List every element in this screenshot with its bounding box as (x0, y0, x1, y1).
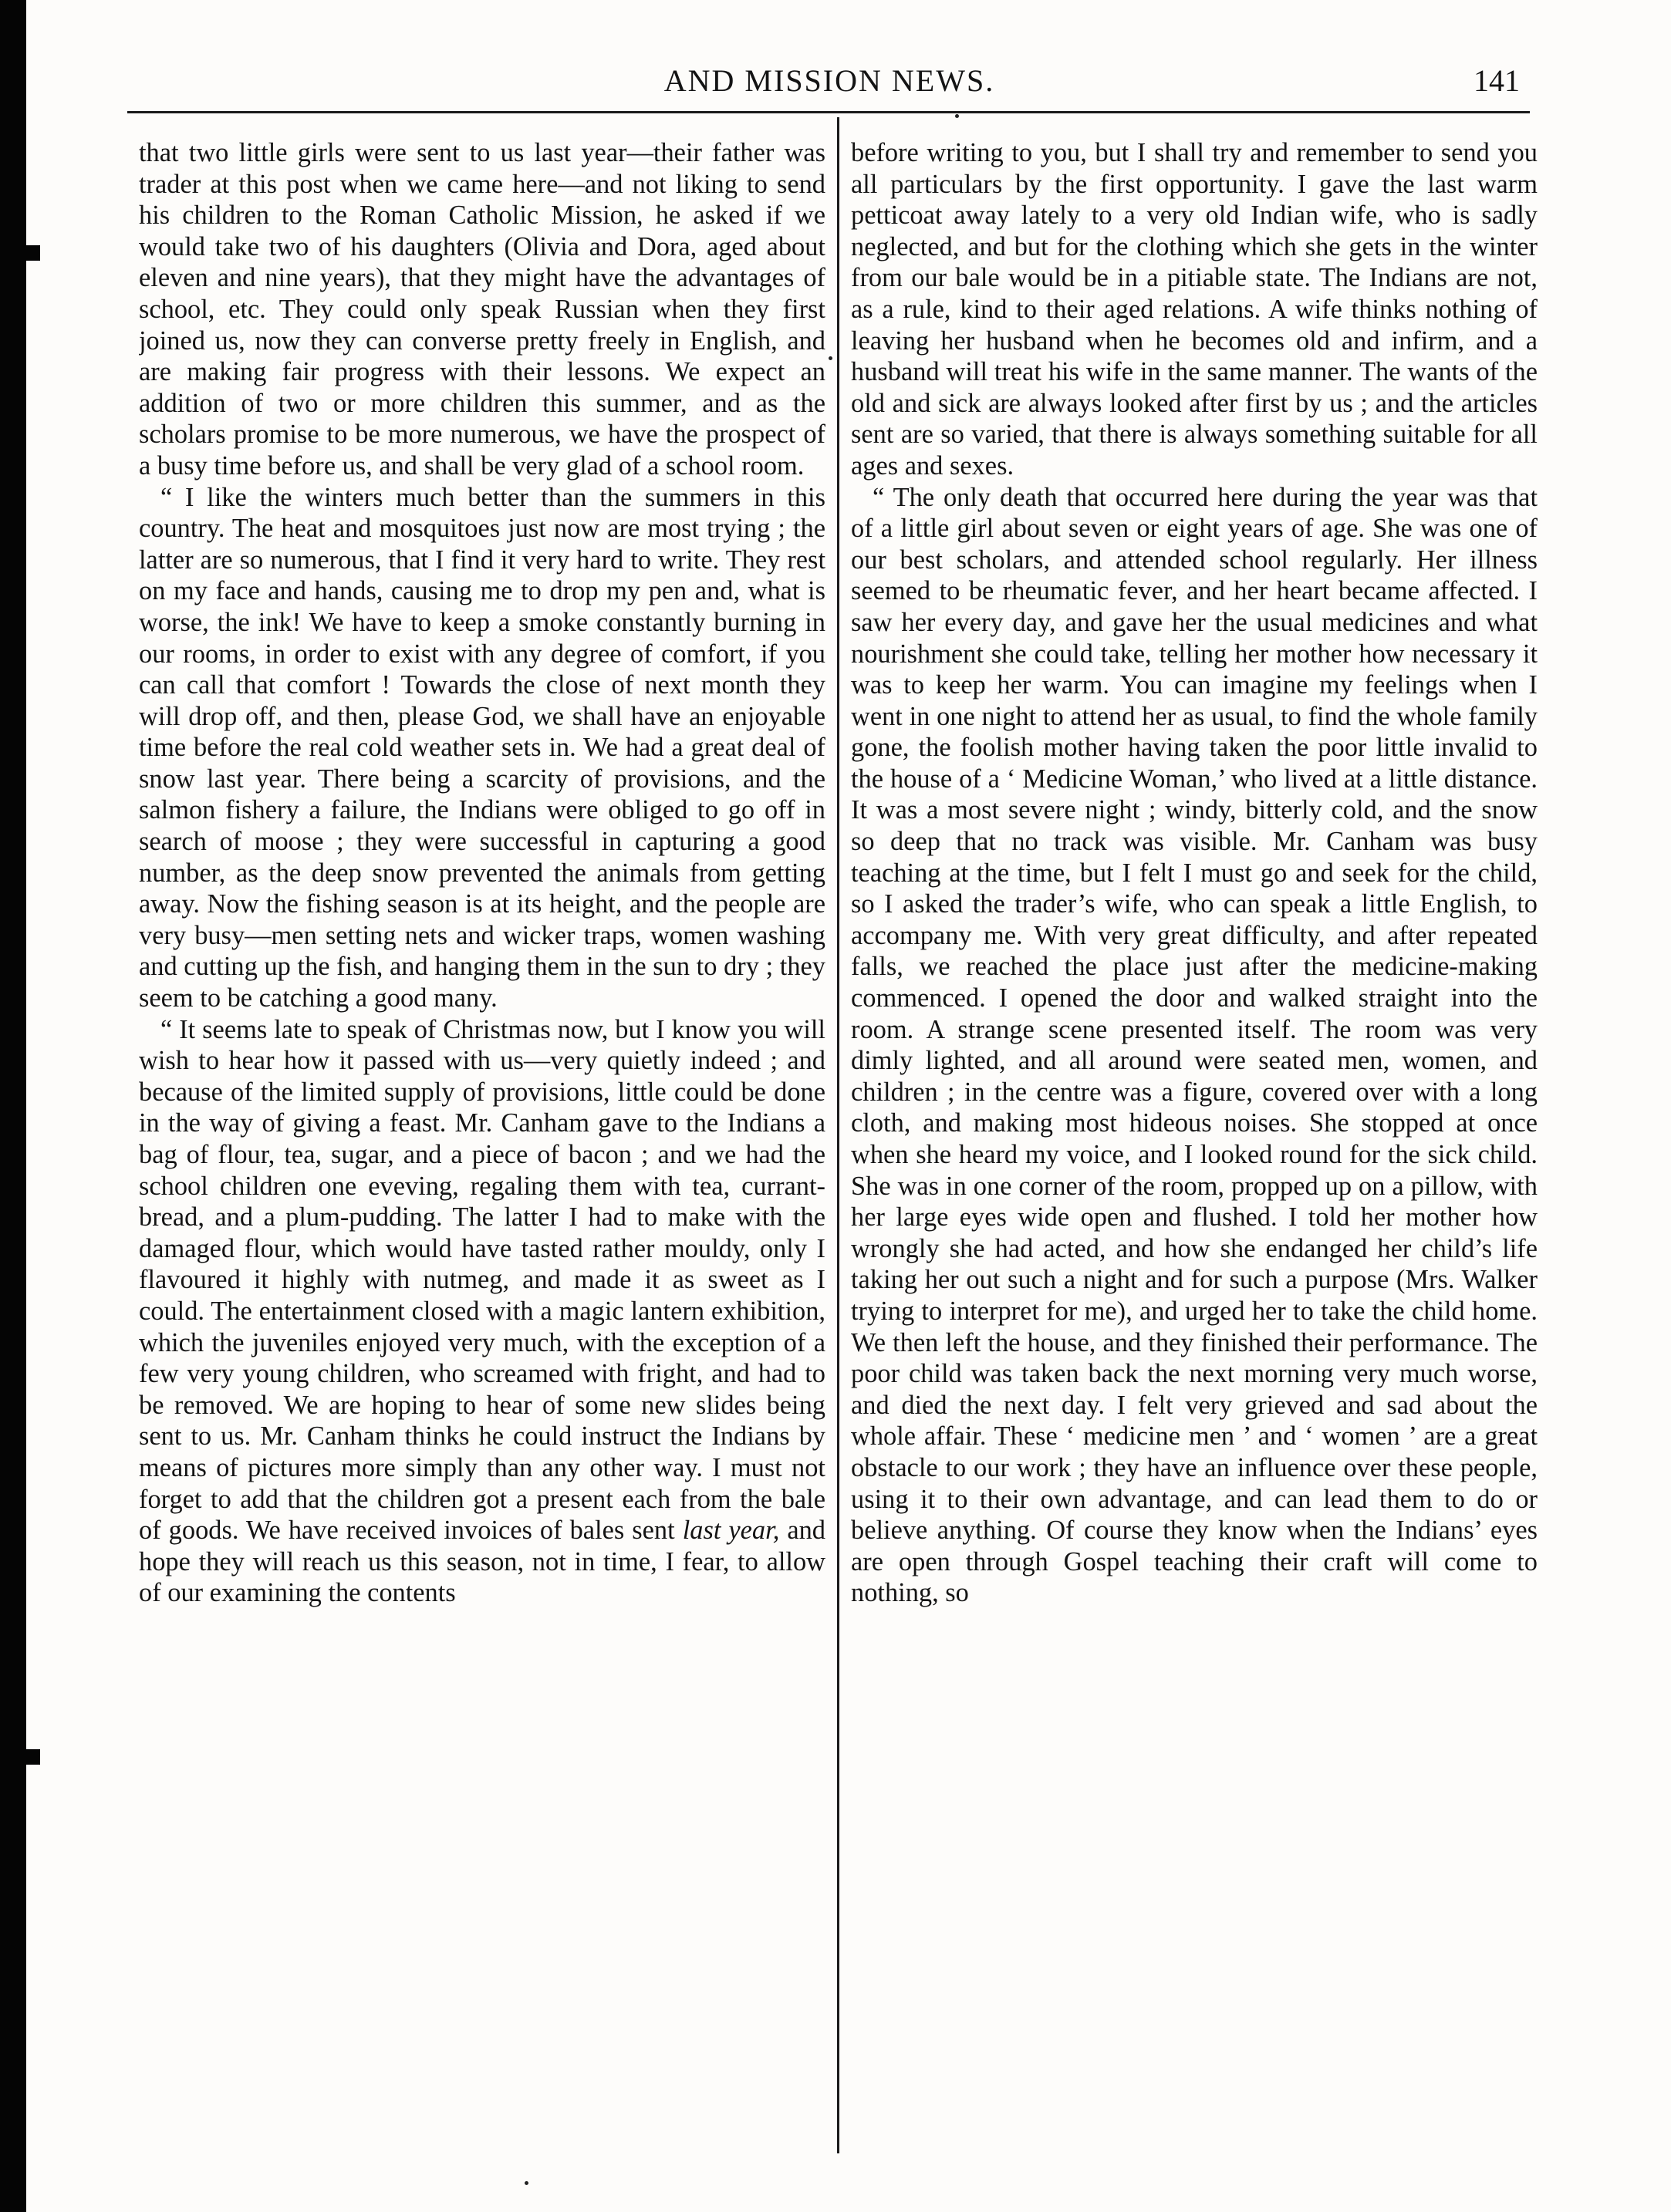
paragraph: “ The only death that occurred here during the year was that of a little girl about seven or eight years of age. She was one of our best scholars, and attended school regularly. Her illness seemed to be rheumatic fever, and her heart became affected. I saw her every day, and gave her the usual medicines and what nourishment she could take, telling her mother how necessary it was to keep her warm. You can imagine my feelings when I went in one night to attend her as usual, to find the whole family gone, the foolish mother having taken the poor little invalid to the house of a ‘ Medicine Woman,’ who lived at a little distance. It was a most severe night ; windy, bitterly cold, and the snow so deep that no track was visible. Mr. Canham was busy teaching at the time, but I felt I must go and seek for the child, so I asked the trader’s wife, who can speak a little English, to accompany me. With very great difficulty, and after repeated falls, we reached the place just after the medicine-making commenced. I opened the door and walked straight into the room. A strange scene presented itself. The room was very dimly lighted, and all around were seated men, women, and children ; in the centre was a figure, covered over with a long cloth, and making most hideous noises. She stopped at once when she heard my voice, and I looked round for the sick child. She was in one corner of the room, propped up on a pillow, with her large eyes wide open and flushed. I told her mother how wrongly she had acted, and how she endanged her child’s life taking her out such a night and for such a purpose (Mrs. Walker trying to interpret for me), and urged her to take the child home. We then left the house, and they finished their performance. The poor child was taken back the next morning very much worse, and died the next day. I felt very grieved and sad about the whole affair. These ‘ medicine men ’ and ‘ women ’ are a great obstacle to our work ; they have an influence over these people, using it to their own advantage, and can lead them to do or believe anything. Of course they know when the Indians’ eyes are open through Gospel teaching their craft will come to nothing, so (851, 482, 1538, 1608)
column-rule (837, 117, 839, 2153)
emphasized-text: last year, (682, 1516, 780, 1546)
binding-notch (26, 1749, 40, 1765)
paragraph: before writing to you, but I shall try and remember to send you all particulars by the first opportunity. I gave the last warm petticoat away lately to a very old Indian wife, who is sadly neglected, and but for the clothing which she gets in the winter from our bale would be in a pitiable state. The Indians are not, as a rule, kind to their aged relations. A wife thinks nothing of leaving her husband when he becomes old and infirm, and a husband will treat his wife in the same manner. The wants of the old and sick are always looked after first by us ; and the articles sent are so varied, that there is always something suitable for all ages and sexes. (851, 138, 1538, 481)
paragraph: “ I like the winters much better than the summers in this country. The heat and mosquitoes just now are most trying ; the latter are so numerous, that I find it very hard to write. They rest on my face and hands, causing me to drop my pen and, what is worse, the ink! We have to keep a smoke constantly burning in our rooms, in order to exist with any degree of comfort, if you can call that comfort ! Towards the close of next month they will drop off, and then, please God, we shall have an enjoyable time before the real cold weather sets in. We had a great deal of snow last year. There being a scarcity of provisions, and the salmon fishery a failure, the Indians were obliged to go off in search of moose ; they were successful in capturing a good number, as the deep snow prevented the animals from getting away. Now the fishing season is at its height, and the people are very busy—men setting nets and wicker traps, women washing and cutting up the fish, and hanging them in the sun to dry ; they seem to be catching a good many. (139, 482, 825, 1013)
paragraph (139, 1014, 825, 1609)
print-speck (829, 356, 832, 360)
header-rule (127, 111, 1530, 113)
running-title: AND MISSION NEWS. (663, 63, 995, 98)
paragraph: that two little girls were sent to us last year—their father was trader at this post when we came here—and not liking to send his children to the Roman Catholic Mission, he asked if we would take two of his daughters (Olivia and Dora, aged about eleven and nine years), that they might have the advantages of school, etc. They could only speak Russian when they first joined us, now they can converse pretty freely in English, and are making fair progress with their lessons. We expect an addition of two or more children this summer, and as the scholars promise to be more numerous, we have the prospect of a busy time before us, and shall be very glad of a school room. (139, 138, 825, 481)
page-number: 141 (1474, 63, 1520, 98)
print-speck (955, 114, 959, 118)
paragraph-text: and hope they will reach us this season, not in time, I fear, to allow of our examining the contents (139, 1516, 825, 1608)
running-head (139, 54, 1520, 108)
right-column (851, 137, 1538, 2166)
print-speck (525, 2181, 528, 2185)
left-column (139, 137, 825, 2166)
binding-notch (26, 245, 40, 261)
paragraph-text: “ It seems late to speak of Christmas now, but I know you will wish to hear how it passed with us—very quietly indeed ; and because of the limited supply of provisions, little could be done in the way of giving a feast. Mr. Canham gave to the Indians a bag of flour, tea, sugar, and a piece of bacon ; and we had the school children one eveving, regaling them with tea, currant-bread, and a plum-pudding. The latter I had to make with the damaged flour, which would have tasted rather mouldy, only I flavoured it highly with nutmeg, and made it as sweet as I could. The entertainment closed with a magic lantern exhibition, which the juveniles enjoyed very much, with the exception of a few very young children, who screamed with fright, and had to be removed. We are hoping to hear of some new slides being sent to us. Mr. Canham thinks he could instruct the Indians by means of pictures more simply than any other way. I must not forget to add that the children got a present each from the bale of goods. We have received invoices of bales sent (139, 1014, 825, 1546)
binding-edge (0, 0, 26, 2212)
